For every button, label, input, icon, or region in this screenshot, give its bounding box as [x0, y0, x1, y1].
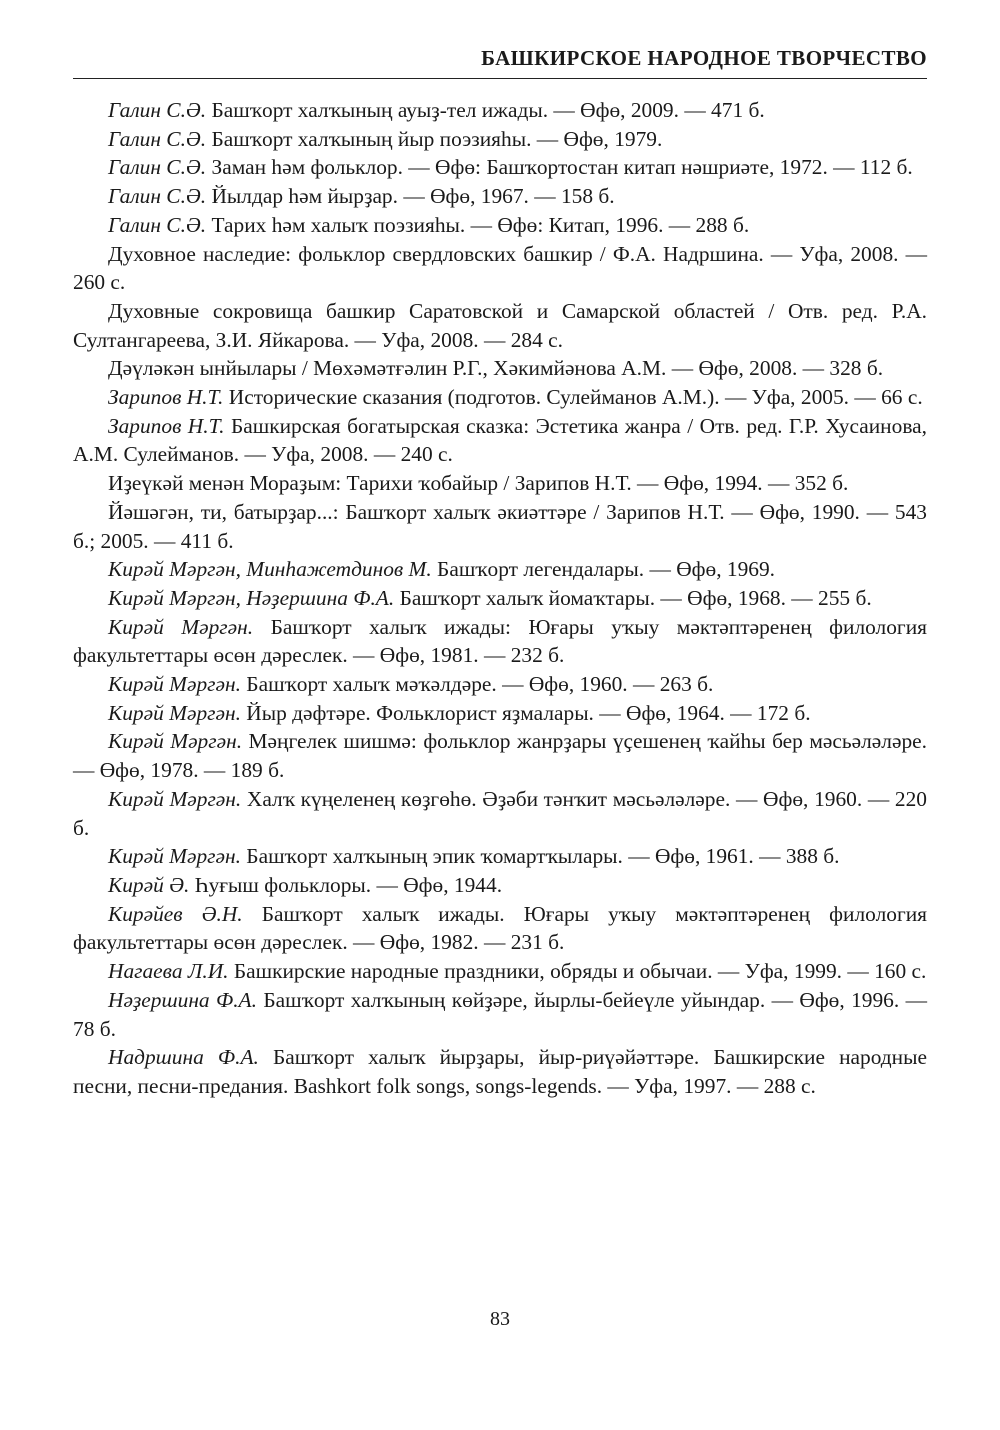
entry-author: Галин С.Ә. [108, 126, 207, 151]
bibliography-entry [73, 555, 927, 584]
entry-author: Кирәй Мәргән. [108, 700, 241, 725]
entry-author: Кирәй Мәргән. [108, 844, 241, 869]
entry-text: Йәшәгән, ти, батырҙар...: Башҡорт халыҡ әкиәттәре / Зарипов Н.Т. — Өфө, 1990. — 543 б.; 2005. — 411 б. [73, 499, 927, 553]
entry-text: Башҡорт халыҡ ижады. Юғары уҡыу мәктәптәренең филология факультеттары өсөн дәреслек. — Өфө, 1982. — 231 б. [73, 901, 928, 955]
bibliography-entry [73, 412, 927, 469]
bibliography-entry [73, 153, 927, 182]
bibliography-entry [73, 699, 927, 728]
entry-author: Галин С.Ә. [108, 212, 207, 237]
entry-text: Иҙеүкәй менән Мораҙым: Тарихи ҡобайыр / Зарипов Н.Т. — Өфө, 1994. — 352 б. [108, 471, 849, 496]
bibliography-entry [73, 469, 927, 498]
entry-author: Нагаева Л.И. [108, 959, 229, 984]
bibliography-entry [73, 785, 927, 842]
bibliography-entry [73, 727, 927, 784]
entry-author: Зарипов Н.Т. [108, 385, 224, 410]
bibliography-entry [73, 96, 927, 125]
bibliography-entry [73, 297, 927, 354]
entry-text: Башҡорт халҡының көйҙәре, йырлы-бейеүле уйындар. — Өфө, 1996. — 78 б. [73, 987, 927, 1041]
bibliography-entry [73, 957, 927, 986]
running-head: БАШКИРСКОЕ НАРОДНОЕ ТВОРЧЕСТВО [481, 46, 927, 70]
bibliography-entry [73, 383, 927, 412]
entry-author: Зарипов Н.Т. [108, 413, 225, 438]
entry-author: Нәҙершина Ф.А. [108, 987, 257, 1012]
entry-author: Кирәй Мәргән, Нәҙершина Ф.А. [108, 585, 395, 610]
entry-text: Башҡорт халыҡ йомаҡтары. — Өфө, 1968. — 255 б. [394, 585, 872, 610]
entry-author: Кирәй Мәргән. [108, 786, 242, 811]
entry-author: Кирәй Мәргән. [108, 672, 241, 697]
bibliography-entry [73, 1043, 927, 1100]
entry-author: Кирәй Ә. [108, 872, 190, 897]
page-number: 83 [490, 1308, 510, 1330]
entry-text: Йылдар һәм йырҙар. — Өфө, 1967. — 158 б. [206, 184, 615, 209]
entry-text: Башкирская богатырская сказка: Эстетика жанра / Отв. ред. Г.Р. Хусаинова, А.М. Сулейманов. — Уфа, 2008. — 240 с. [73, 413, 927, 467]
entry-text: Тарих һәм халыҡ поэзияһы. — Өфө: Китап, 1996. — 288 б. [206, 212, 750, 237]
entry-text: Башҡорт легендалары. — Өфө, 1969. [431, 557, 776, 582]
entry-author: Галин С.Ә. [108, 184, 207, 209]
entry-text: Духовное наследие: фольклор свердловских башкир / Ф.А. Надршина. — Уфа, 2008. — 260 с. [73, 241, 927, 295]
entry-text: Исторические сказания (подготов. Сулейманов А.М.). — Уфа, 2005. — 66 с. [223, 385, 923, 410]
entry-text: Халҡ күңеленең көҙгөһө. Әҙәби тәнҡит мәсьәләләре. — Өфө, 1960. — 220 б. [73, 786, 927, 840]
entry-author: Кирәй Мәргән. [108, 614, 254, 639]
entry-text: Башҡорт халҡының йыр поэзияһы. — Өфө, 1979. [206, 126, 663, 151]
entry-text: Һуғыш фольклоры. — Өфө, 1944. [189, 872, 503, 897]
bibliography-entry [73, 498, 927, 555]
entry-text: Башҡорт халыҡ мәҡәлдәре. — Өфө, 1960. — 263 б. [240, 672, 714, 697]
bibliography-entry [73, 182, 927, 211]
entry-text: Башҡорт халыҡ йырҙары, йыр-риүәйәттәре. Башкирские народные песни, песни-предания. Bashkort folk songs, songs-legends. — Уфа, 1997. — 288 с. [73, 1045, 927, 1098]
entry-author: Надршина Ф.А. [108, 1045, 259, 1070]
header-rule [73, 78, 927, 79]
bibliography-entry [73, 584, 927, 613]
entry-author: Галин С.Ә. [108, 98, 207, 122]
entry-text: Духовные сокровища башкир Саратовской и Самарской областей / Отв. ред. Р.А. Султангареева, З.И. Яйкарова. — Уфа, 2008. — 284 с. [73, 298, 927, 352]
bibliography-entry [73, 986, 927, 1043]
bibliography-list [73, 96, 927, 1101]
bibliography-entry [73, 871, 927, 900]
entry-text: Башкирские народные праздники, обряды и обычаи. — Уфа, 1999. — 160 с. [228, 959, 927, 984]
entry-text: Башҡорт халыҡ ижады: Юғары уҡыу мәктәптәренең филология факультеттары өсөн дәреслек. — Өфө, 1981. — 232 б. [73, 614, 927, 668]
entry-text: Йыр дәфтәре. Фольклорист яҙмалары. — Өфө, 1964. — 172 б. [240, 700, 811, 725]
bibliography-entry [73, 125, 927, 154]
bibliography-entry [73, 240, 927, 297]
bibliography-entry [73, 842, 927, 871]
entry-text: Башҡорт халҡының ауыҙ-тел ижады. — Өфө, 2009. — 471 б. [206, 98, 765, 122]
bibliography-entry [73, 211, 927, 240]
bibliography-entry [73, 613, 927, 670]
bibliography-entry [73, 900, 927, 957]
entry-text: Заман һәм фольклор. — Өфө: Башҡортостан китап нәшриәте, 1972. — 112 б. [206, 155, 913, 180]
bibliography-entry [73, 354, 927, 383]
entry-text: Мәңгелек шишмә: фольклор жанрҙары үҫешенең ҡайһы бер мәсьәләләре. — Өфө, 1978. — 189 б. [73, 729, 927, 783]
entry-author: Кирәй Мәргән, Минһажетдинов М. [108, 557, 432, 582]
entry-text: Дәүләкән ынйылары / Мөхәмәтғәлин Р.Г., Хәкимйәнова А.М. — Өфө, 2008. — 328 б. [108, 356, 884, 381]
entry-author: Кирәй Мәргән. [108, 729, 243, 754]
entry-author: Галин С.Ә. [108, 155, 207, 180]
bibliography-entry [73, 670, 927, 699]
entry-author: Кирәйев Ә.Н. [108, 901, 243, 926]
entry-text: Башҡорт халҡының эпик ҡомартҡылары. — Өфө, 1961. — 388 б. [240, 844, 840, 869]
